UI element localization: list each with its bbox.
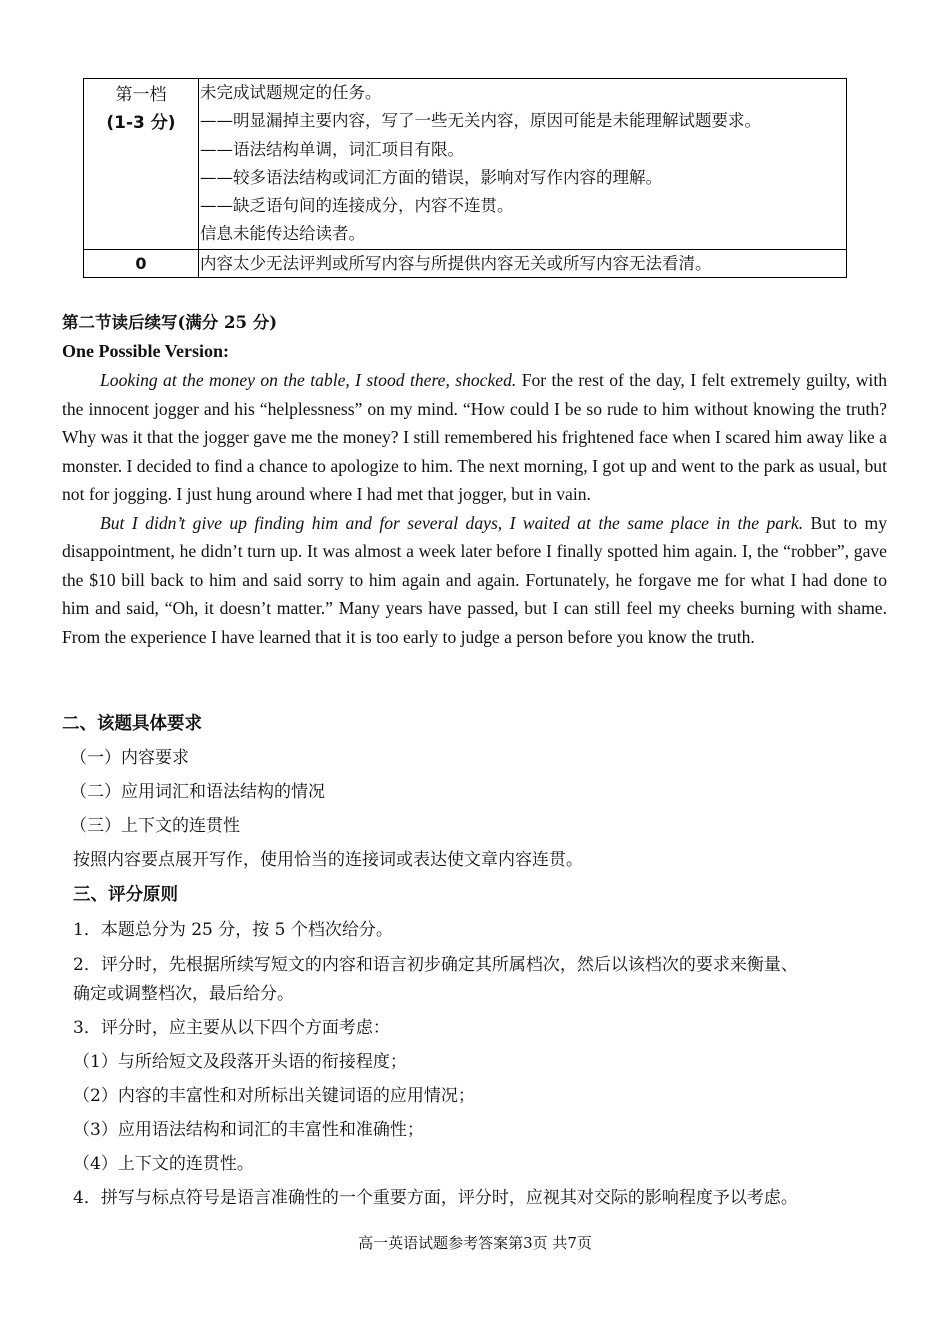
requirement-item: （三）上下文的连贯性 <box>70 816 240 836</box>
page-footer: 高一英语试题参考答案第3页 共7页 <box>358 1234 592 1252</box>
description-line: ——明显漏掉主要内容，写了一些无关内容，原因可能是未能理解试题要求。 <box>200 111 761 131</box>
section-title: 第二节读后续写(满分 25 分) <box>62 313 278 332</box>
principle-subitem: （1）与所给短文及段落开头语的衔接程度； <box>73 1052 407 1072</box>
paragraph-body: But to my disappointment, he didn’t turn up. It was almost a week later before I finally spotted him again. I, the “robber”, gave the $10 bill back to him and said sorry to him again and again. Fortunately, he forgave me for what I had done to him and said, “Oh, it doesn’t matter.” Many years have passed, but I can still feel my cheeks burning with shame. From the experience I have learned that it is too early to judge a person before you know the truth. <box>62 512 887 647</box>
description-cell <box>199 249 847 277</box>
principle-item: 1．本题总分为 25 分，按 5 个档次给分。 <box>73 920 393 940</box>
sample-essay <box>62 366 887 651</box>
principle-item: 2．评分时，先根据所续写短文的内容和语言初步确定其所属档次，然后以该档次的要求来衡量、 <box>73 955 798 975</box>
paragraph-opening: But I didn’t give up finding him and for several days, I waited at the same place in the park. <box>100 512 804 533</box>
version-label: One Possible Version: <box>62 341 230 361</box>
level-score: (1-3 分) <box>106 113 176 133</box>
requirements-heading: 二、该题具体要求 <box>62 714 202 734</box>
principle-item: 3．评分时，应主要从以下四个方面考虑： <box>73 1018 390 1038</box>
requirement-item: （二）应用词汇和语法结构的情况 <box>70 782 325 802</box>
grading-table <box>83 78 847 278</box>
table-row <box>84 79 847 250</box>
principle-subitem: （4）上下文的连贯性。 <box>73 1154 254 1174</box>
paragraph-body: For the rest of the day, I felt extremely guilty, with the innocent jogger and his “helplessness” on my mind. “How could I be so rude to him without knowing the truth? Why was it that the jogger gave me the money? I still remembered his frightened face when I scared him away like a monster. I decided to find a chance to apologize to him. The next morning, I got up and went to the park as usual, but not for jogging. I just hung around where I had met that jogger, but in vain. <box>62 370 888 504</box>
description-line: 信息未能传达给读者。 <box>200 224 365 244</box>
essay-paragraph <box>62 366 887 509</box>
description-line: ——语法结构单调，词汇项目有限。 <box>200 139 464 159</box>
paragraph-opening: Looking at the money on the table, I stood there, shocked. <box>100 370 517 390</box>
level-cell: 0 <box>84 249 199 277</box>
requirement-note: 按照内容要点展开写作，使用恰当的连接词或表达使文章内容连贯。 <box>73 850 583 870</box>
principle-subitem: （2）内容的丰富性和对所标出关键词语的应用情况； <box>73 1086 475 1106</box>
description-line: 内容太少无法评判或所写内容与所提供内容无关或所写内容无法看清。 <box>200 253 712 273</box>
essay-paragraph <box>62 509 887 652</box>
principle-item: 4．拼写与标点符号是语言准确性的一个重要方面，评分时，应视其对交际的影响程度予以考虑。 <box>73 1188 798 1208</box>
principle-item-continued: 确定或调整档次，最后给分。 <box>73 984 294 1004</box>
level-name: 第一档 <box>115 85 167 105</box>
description-cell <box>199 79 847 250</box>
table-row <box>84 249 847 277</box>
level-cell <box>84 79 199 250</box>
principles-heading: 三、评分原则 <box>73 885 178 905</box>
description-line: ——较多语法结构或词汇方面的错误，影响对写作内容的理解。 <box>200 167 662 187</box>
description-line: ——缺乏语句间的连接成分，内容不连贯。 <box>200 196 514 216</box>
description-line: 未完成试题规定的任务。 <box>200 83 382 102</box>
requirement-item: （一）内容要求 <box>70 748 189 768</box>
principle-subitem: （3）应用语法结构和词汇的丰富性和准确性； <box>73 1120 424 1140</box>
